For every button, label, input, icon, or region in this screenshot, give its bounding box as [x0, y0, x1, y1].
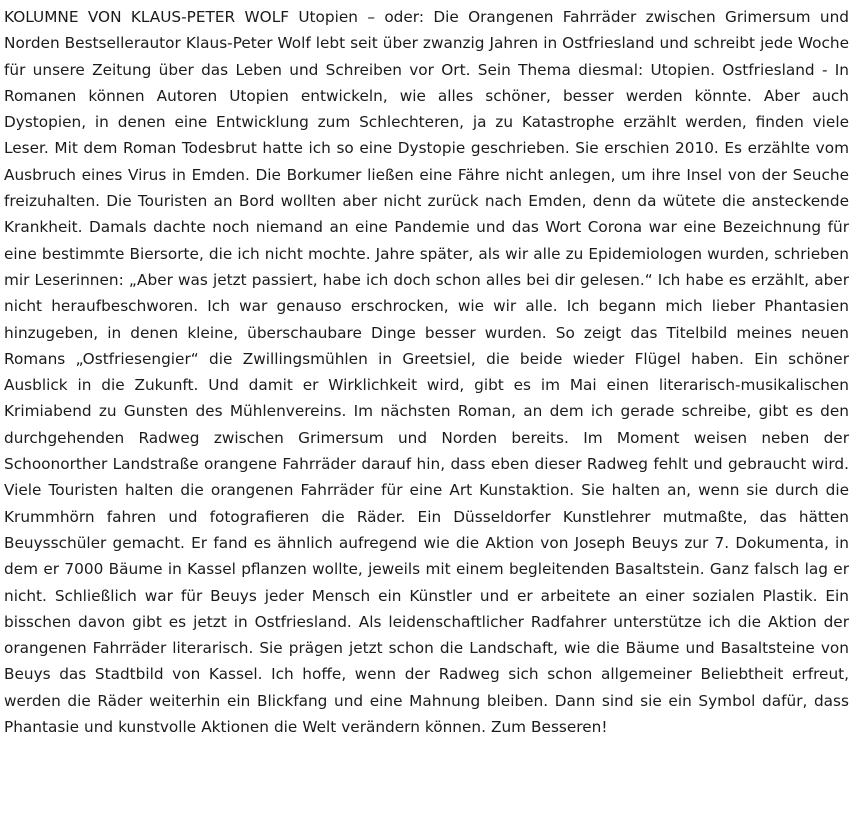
- article-full-text: KOLUMNE VON KLAUS-PETER WOLF Utopien – oder: Die Orangenen Fahrräder zwischen Grimersum und Norden Bestsellerautor Klaus-Peter Wolf lebt seit über zwanzig Jahren in Ostfriesland und schreibt jede Woche für unsere Zeitung über das Leben und Schreiben vor Ort. Sein Thema diesmal: Utopien. Ostfriesland - In Romanen können Autoren Utopien entwickeln, wie alles schöner, besser werden könnte. Aber auch Dystopien, in denen eine Entwicklung zum Schlechteren, ja zu Katastrophe erzählt werden, finden viele Leser. Mit dem Roman Todesbrut hatte ich so eine Dystopie geschrieben. Sie erschien 2010. Es erzählte vom Ausbruch eines Virus in Emden. Die Borkumer ließen eine Fähre nicht anlegen, um ihre Insel von der Seuche freizuhalten. Die Touristen an Bord wollten aber nicht zurück nach Emden, denn da wütete die ansteckende Krankheit. Damals dachte noch niemand an eine Pandemie und das Wort Corona war eine Bezeichnung für eine bestimmte Biersorte, die ich nicht mochte. Jahre später, als wir alle zu Epidemiologen wurden, schrieben mir Leserinnen: „Aber was jetzt passiert, habe ich doch schon alles bei dir gelesen.“ Ich habe es erzählt, aber nicht heraufbeschworen. Ich war genauso erschrocken, wie wir alle. Ich begann mich lieber Phantasien hinzugeben, in denen kleine, überschaubare Dinge besser wurden. So zeigt das Titelbild meines neuen Romans „Ostfriesengier“ die Zwillingsmühlen in Greetsiel, die beide wieder Flügel haben. Ein schöner Ausblick in die Zukunft. Und damit er Wirklichkeit wird, gibt es im Mai einen literarisch-musikalischen Krimiabend zu Gunsten des Mühlenvereins. Im nächsten Roman, an dem ich gerade schreibe, gibt es den durchgehenden Radweg zwischen Grimersum und Norden bereits. Im Moment weisen neben der Schoonorther Landstraße orangene Fahrräder darauf hin, dass eben dieser Radweg fehlt und gebraucht wird. Viele Touristen halten die orangenen Fahrräder für eine Art Kunstaktion. Sie halten an, wenn sie durch die Krummhörn fahren und fotografieren die Räder. Ein Düsseldorfer Kunstlehrer mutmaßte, das hätten Beuysschüler gemacht. Er fand es ähnlich aufregend wie die Aktion von Joseph Beuys zur 7. Dokumenta, in dem er 7000 Bäume in Kassel pflanzen wollte, jeweils mit einem begleitenden Basaltstein. Ganz falsch lag er nicht. Schließlich war für Beuys jeder Mensch ein Künstler und er arbeitete an einer sozialen Plastik. Ein bisschen davon gibt es jetzt in Ostfriesland. Als leidenschaftlicher Radfahrer unterstütze ich die Aktion der orangenen Fahrräder literarisch. Sie prägen jetzt schon die Landschaft, wie die Bäume und Basaltsteine von Beuys das Stadtbild von Kassel. Ich hoffe, wenn der Radweg sich schon allgemeiner Beliebtheit erfreut, werden die Räder weiterhin ein Blickfang und eine Mahnung bleiben. Dann sind sie ein Symbol dafür, dass Phantasie und kunstvolle Aktionen die Welt verändern können. Zum Besseren!: [4, 8, 849, 737]
